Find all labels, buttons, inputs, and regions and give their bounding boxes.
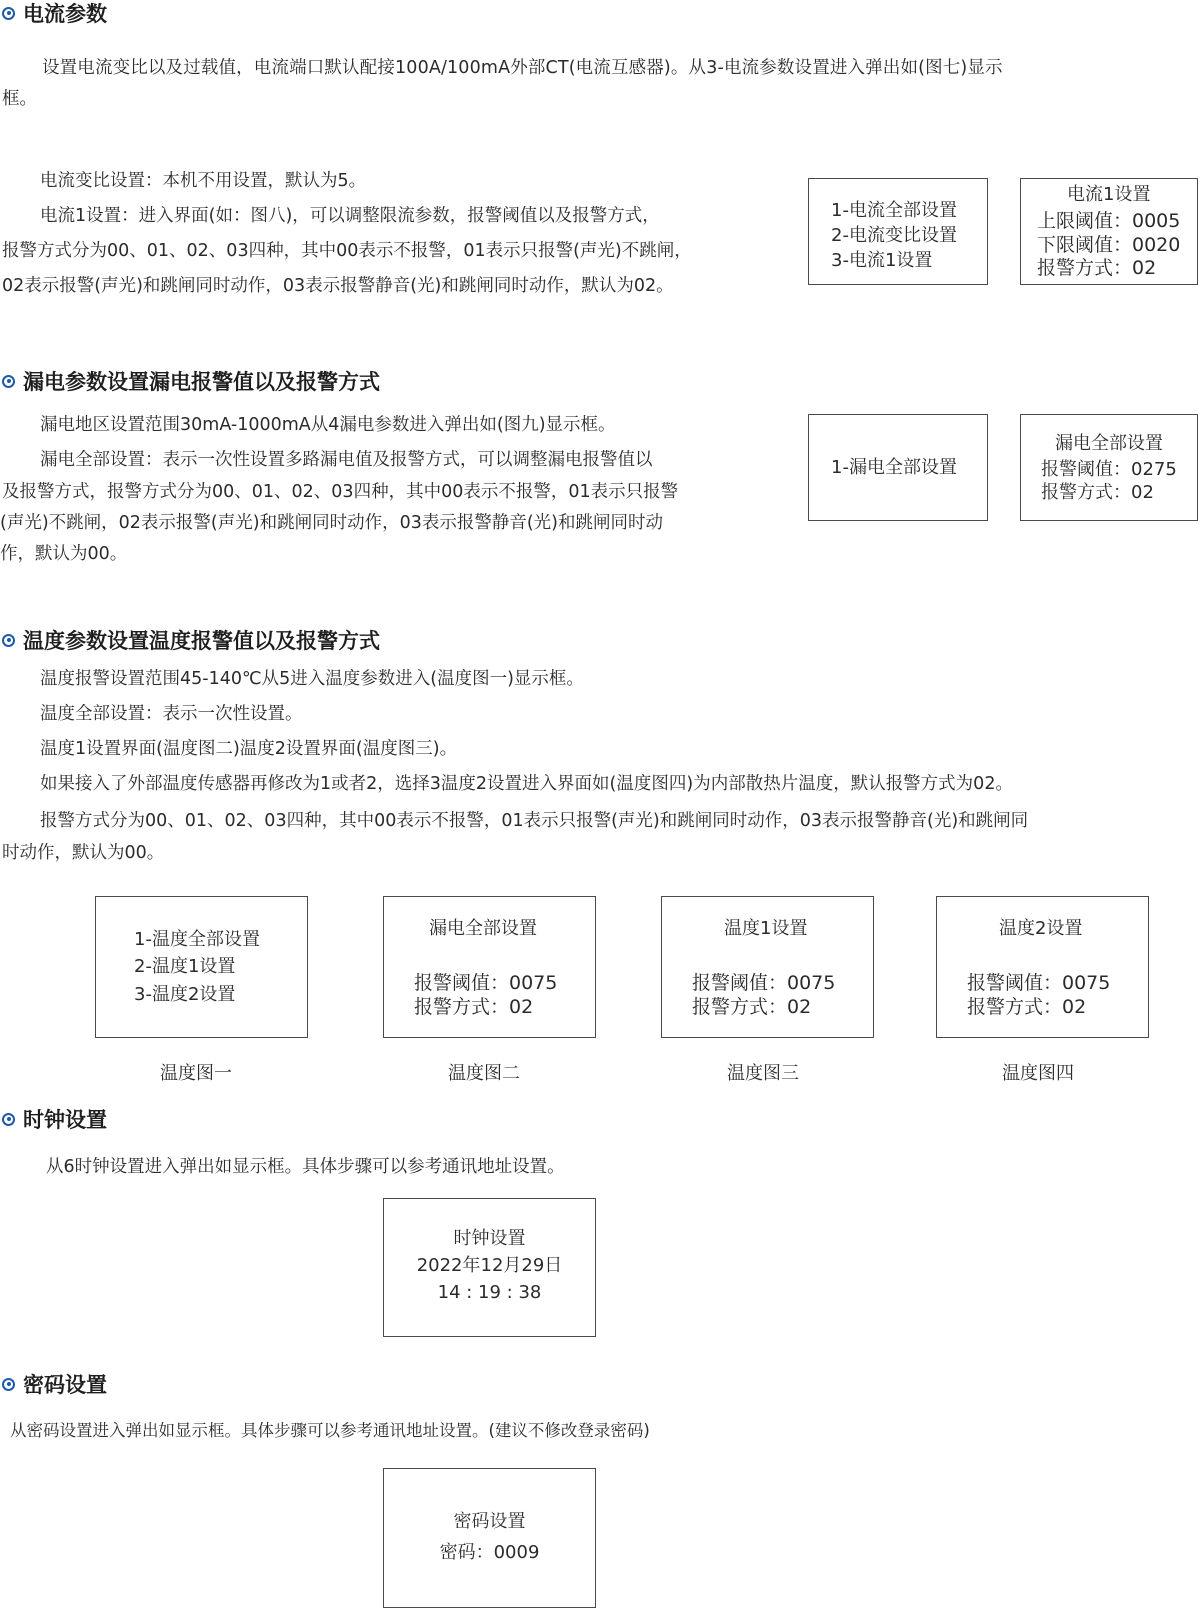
temperature-fig2-box (383, 896, 596, 1038)
leakage-setting-box (1020, 414, 1198, 521)
temperature-fig2-caption: 温度图二 (448, 1063, 520, 1084)
menu-item: 2-电流变比设置 (831, 225, 957, 246)
clock-box (383, 1198, 596, 1337)
section-heading-password (2, 1369, 107, 1399)
leakage-p2-line-2: 及报警方式，报警方式分为00、01、02、03四种，其中00表示不报警，01表示只报警 (2, 482, 679, 502)
box-title: 电流1设置 (1067, 184, 1151, 205)
box-title: 温度1设置 (724, 918, 808, 939)
temperature-p5-line-2: 时动作，默认为00。 (2, 843, 165, 863)
password-title: 密码设置 (453, 1511, 526, 1532)
bullet-icon (2, 1113, 15, 1126)
leakage-p2-line-4: 作，默认为00。 (0, 544, 128, 564)
temperature-fig1-box (95, 896, 308, 1038)
lower-threshold: 下限阈值：0020 (1037, 234, 1181, 256)
alarm-threshold: 报警阈值：0075 (967, 972, 1111, 994)
bullet-icon (2, 634, 15, 647)
menu-item: 3-温度2设置 (134, 984, 236, 1005)
bullet-icon (2, 375, 15, 388)
current-intro-line-2: 框。 (2, 89, 37, 109)
menu-item: 3-电流1设置 (831, 250, 933, 271)
menu-item: 1-漏电全部设置 (831, 457, 957, 478)
current-menu-box (808, 178, 988, 285)
section-heading-current (2, 0, 107, 28)
box-title: 漏电全部设置 (1055, 433, 1163, 454)
leakage-p2-line-3: (声光)不跳闸，02表示报警(声光)和跳闸同时动作，03表示报警静音(光)和跳闸同时动 (0, 513, 663, 533)
current-intro-line-1: 设置电流变比以及过载值，电流端口默认配接100A/100mA外部CT(电流互感器)。从3-电流参数设置进入弹出如(图七)显示 (42, 58, 1003, 78)
heading-text: 密码设置 (23, 1373, 107, 1397)
alarm-threshold: 报警阈值：0075 (414, 972, 558, 994)
current-p2-line-1: 电流1设置：进入界面(如：图八)，可以调整限流参数，报警阈值以及报警方式， (40, 206, 660, 226)
temperature-p3: 温度1设置界面(温度图二)温度2设置界面(温度图三)。 (40, 739, 458, 759)
current-p2-line-3: 02表示报警(声光)和跳闸同时动作，03表示报警静音(光)和跳闸同时动作，默认为02。 (2, 276, 674, 296)
heading-text: 时钟设置 (23, 1108, 107, 1132)
temperature-p5-line-1: 报警方式分为00、01、02、03四种，其中00表示不报警，01表示只报警(声光)和跳闸同时动作，03表示报警静音(光)和跳闸同 (40, 811, 1029, 831)
menu-item: 1-温度全部设置 (134, 929, 260, 950)
alarm-mode: 报警方式：02 (1041, 482, 1154, 503)
clock-time: 14 : 19 : 38 (437, 1282, 542, 1303)
leakage-p2-line-1: 漏电全部设置：表示一次性设置多路漏电值及报警方式，可以调整漏电报警值以 (40, 450, 653, 470)
bullet-icon (2, 1378, 15, 1391)
heading-text: 漏电参数设置漏电报警值以及报警方式 (23, 370, 380, 394)
section-heading-clock (2, 1104, 107, 1134)
temperature-fig3-caption: 温度图三 (727, 1063, 799, 1084)
temperature-p2: 温度全部设置：表示一次性设置。 (40, 704, 303, 724)
leakage-p1: 漏电地区设置范围30mA-1000mA从4漏电参数进入弹出如(图九)显示框。 (40, 415, 616, 435)
temperature-p1: 温度报警设置范围45-140℃从5进入温度参数进入(温度图一)显示框。 (40, 669, 584, 689)
heading-text: 温度参数设置温度报警值以及报警方式 (23, 629, 380, 653)
alarm-threshold: 报警阈值：0075 (692, 972, 836, 994)
upper-threshold: 上限阈值：0005 (1037, 210, 1181, 232)
alarm-threshold: 报警阈值：0275 (1041, 459, 1177, 480)
alarm-mode: 报警方式：02 (967, 996, 1087, 1018)
alarm-mode: 报警方式：02 (692, 996, 812, 1018)
alarm-mode: 报警方式：02 (414, 996, 534, 1018)
bullet-icon (2, 7, 15, 20)
section-heading-temperature (2, 625, 380, 655)
clock-date: 2022年12月29日 (416, 1255, 563, 1276)
password-box (383, 1468, 596, 1608)
leakage-menu-box (808, 414, 988, 521)
alarm-mode: 报警方式：02 (1037, 257, 1157, 279)
password-value: 密码：0009 (439, 1542, 540, 1563)
heading-text: 电流参数 (23, 2, 107, 26)
current-p2-line-2: 报警方式分为00、01、02、03四种，其中00表示不报警，01表示只报警(声光)不跳闸， (2, 241, 692, 261)
password-p1: 从密码设置进入弹出如显示框。具体步骤可以参考通讯地址设置。(建议不修改登录密码) (10, 1421, 650, 1440)
temperature-fig3-box (661, 896, 874, 1038)
clock-p1: 从6时钟设置进入弹出如显示框。具体步骤可以参考通讯地址设置。 (46, 1157, 565, 1177)
temperature-p4: 如果接入了外部温度传感器再修改为1或者2，选择3温度2设置进入界面如(温度图四)为内部散热片温度，默认报警方式为02。 (40, 774, 1013, 794)
menu-item: 2-温度1设置 (134, 956, 236, 977)
clock-title: 时钟设置 (453, 1228, 526, 1249)
box-title: 漏电全部设置 (429, 918, 537, 939)
current-p1: 电流变比设置：本机不用设置，默认为5。 (40, 171, 367, 191)
section-heading-leakage (2, 366, 380, 396)
temperature-fig1-caption: 温度图一 (160, 1063, 232, 1084)
temperature-fig4-caption: 温度图四 (1002, 1063, 1074, 1084)
current-setting-box (1020, 178, 1198, 285)
menu-item: 1-电流全部设置 (831, 200, 957, 221)
temperature-fig4-box (936, 896, 1149, 1038)
box-title: 温度2设置 (999, 918, 1083, 939)
